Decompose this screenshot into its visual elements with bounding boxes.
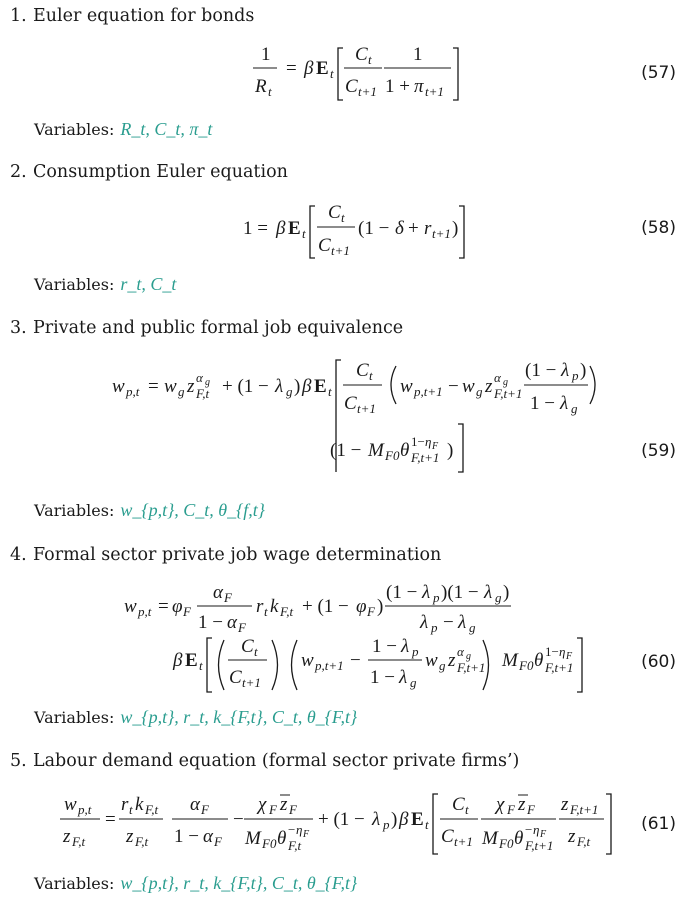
svg-text:C: C: [328, 202, 341, 223]
svg-text:λ: λ: [458, 612, 467, 633]
svg-text:z: z: [280, 794, 288, 815]
equation-59: [0, 352, 688, 482]
svg-text:z: z: [518, 794, 526, 815]
svg-text:θ: θ: [277, 828, 287, 849]
svg-text:β: β: [304, 58, 314, 79]
svg-text:k: k: [270, 596, 279, 617]
svg-text:F,t: F,t: [145, 802, 159, 817]
svg-text:η: η: [425, 434, 432, 449]
svg-text:g: g: [205, 377, 210, 388]
svg-text:η: η: [296, 822, 303, 837]
svg-text:F,t: F,t: [577, 834, 591, 849]
svg-text:λ: λ: [401, 636, 410, 657]
svg-text:t: t: [268, 84, 272, 99]
svg-text:η: η: [533, 822, 540, 837]
svg-text:−: −: [288, 822, 296, 837]
svg-text:C: C: [241, 636, 254, 657]
svg-text:1 −: 1 −: [370, 667, 395, 688]
svg-text:C: C: [452, 794, 465, 815]
svg-text:=: =: [105, 809, 116, 830]
svg-text:t: t: [254, 644, 258, 659]
svg-text:χ: χ: [258, 794, 267, 815]
svg-text:F,t+1: F,t+1: [545, 660, 574, 675]
svg-text:M: M: [368, 440, 384, 461]
svg-text:g: g: [469, 620, 476, 635]
svg-text:φ: φ: [172, 596, 183, 617]
svg-text:E: E: [411, 809, 424, 830]
svg-text:1: 1: [413, 44, 423, 65]
svg-text:F: F: [269, 802, 277, 817]
svg-text:λ: λ: [372, 809, 381, 830]
svg-text:g: g: [439, 658, 446, 673]
svg-text:λ: λ: [275, 376, 284, 397]
svg-text:1: 1: [261, 44, 271, 65]
svg-text:F,t: F,t: [280, 604, 294, 619]
svg-text:−: −: [443, 612, 454, 633]
svg-text:t+1: t+1: [454, 834, 473, 849]
svg-text:1 −: 1 −: [372, 636, 397, 657]
section-4-title: 4. Formal sector private job wage determination: [10, 545, 442, 565]
svg-text:1−: 1−: [411, 434, 425, 449]
svg-text:): ): [503, 582, 510, 603]
equation-58: [0, 196, 688, 266]
svg-text:+: +: [408, 218, 419, 239]
svg-text:C: C: [345, 76, 358, 97]
svg-text:η: η: [559, 644, 566, 659]
svg-text:): ): [580, 360, 587, 381]
svg-text:C: C: [355, 44, 368, 65]
svg-text:z: z: [187, 376, 195, 397]
svg-text:−: −: [525, 822, 533, 837]
svg-text:g: g: [503, 377, 508, 388]
svg-text:): ): [294, 376, 301, 397]
svg-text:=: =: [148, 376, 159, 397]
svg-text:t: t: [465, 802, 469, 817]
svg-text:w: w: [112, 376, 125, 397]
svg-text:z: z: [568, 826, 576, 847]
svg-text:w: w: [462, 376, 475, 397]
svg-text:=: =: [286, 58, 297, 79]
svg-text:p,t+1: p,t+1: [315, 658, 344, 673]
section-5-title: 5. Labour demand equation (formal sector private firms’): [10, 751, 520, 771]
svg-text:1 −: 1 −: [530, 393, 555, 414]
section-2-title: 2. Consumption Euler equation: [10, 162, 288, 182]
svg-text:1−: 1−: [545, 644, 559, 659]
svg-text:F: F: [201, 802, 209, 817]
svg-text:−: −: [233, 809, 244, 830]
section-3-variables: Variables: w_{p,t}, C_t, θ_{f,t}: [34, 500, 266, 520]
svg-text:(1 −: (1 −: [525, 360, 557, 381]
svg-text:F: F: [527, 802, 535, 817]
svg-text:t+1: t+1: [242, 675, 261, 690]
svg-text:(1 −: (1 −: [386, 582, 418, 603]
svg-text:): ): [447, 440, 454, 461]
svg-text:t: t: [264, 604, 268, 619]
svg-text:E: E: [288, 218, 301, 239]
svg-text:p: p: [433, 590, 440, 605]
svg-text:+ (1 −: + (1 −: [302, 596, 349, 617]
svg-text:π: π: [414, 76, 424, 97]
svg-text:(1 −: (1 −: [358, 218, 390, 239]
svg-text:t+1: t+1: [425, 84, 444, 99]
svg-text:β: β: [399, 809, 409, 830]
svg-text:p: p: [412, 644, 419, 659]
svg-text:φ: φ: [356, 596, 367, 617]
equation-61-number: (61): [641, 814, 676, 834]
svg-text:α: α: [190, 794, 200, 815]
svg-text:θ: θ: [400, 440, 410, 461]
svg-text:F: F: [224, 590, 232, 605]
svg-text:−: −: [350, 650, 361, 671]
svg-text:α: α: [213, 582, 223, 603]
svg-text:z: z: [561, 794, 569, 815]
svg-text:w: w: [124, 596, 137, 617]
svg-text:z: z: [448, 650, 456, 671]
svg-text:C: C: [318, 235, 331, 256]
equation-57-number: (57): [641, 63, 676, 83]
svg-text:t: t: [368, 52, 372, 67]
svg-text:t: t: [341, 210, 345, 225]
section-2-variables: Variables: r_t, C_t: [34, 274, 177, 294]
equation-60-number: (60): [641, 652, 676, 672]
equation-61: [0, 788, 688, 860]
svg-text:1 −: 1 −: [174, 826, 199, 847]
svg-text:C: C: [441, 826, 454, 847]
svg-text:t: t: [302, 226, 306, 241]
svg-text:F,t: F,t: [288, 838, 302, 853]
equation-58-number: (58): [641, 218, 676, 238]
svg-text:M: M: [502, 650, 518, 671]
section-5-variables: Variables: w_{p,t}, r_t, k_{F,t}, C_t, θ_{F,t}: [34, 873, 358, 893]
svg-text:p,t+1: p,t+1: [414, 384, 443, 399]
svg-text:λ: λ: [399, 667, 408, 688]
svg-text:θ: θ: [534, 650, 544, 671]
svg-text:g: g: [286, 384, 293, 399]
svg-text:z: z: [485, 376, 493, 397]
svg-text:t: t: [330, 66, 334, 81]
svg-text:): ): [452, 218, 459, 239]
svg-text:k: k: [135, 794, 144, 815]
svg-text:+ (1 −: + (1 −: [222, 376, 269, 397]
svg-text:p,t: p,t: [126, 384, 140, 399]
svg-text:β: β: [276, 218, 286, 239]
svg-text:F,t+1: F,t+1: [494, 386, 523, 401]
svg-text:w: w: [64, 794, 77, 815]
svg-text:1 +: 1 +: [385, 76, 410, 97]
svg-text:F,t: F,t: [196, 386, 210, 401]
svg-text:θ: θ: [514, 828, 524, 849]
section-1-variables: Variables: R_t, C_t, π_t: [34, 119, 213, 139]
svg-text:E: E: [316, 58, 329, 79]
svg-text:F,t+1: F,t+1: [525, 838, 554, 853]
svg-text:=: =: [158, 596, 169, 617]
svg-text:R: R: [255, 76, 267, 97]
svg-text:p,t: p,t: [78, 802, 92, 817]
svg-text:F: F: [289, 802, 297, 817]
svg-text:t: t: [199, 658, 203, 673]
svg-text:β: β: [173, 650, 183, 671]
svg-text:z: z: [126, 826, 134, 847]
svg-text:+ (1 −: + (1 −: [318, 809, 365, 830]
svg-text:F: F: [367, 604, 375, 619]
svg-text:α: α: [203, 826, 213, 847]
svg-text:F: F: [303, 829, 310, 840]
svg-text:F,t+1: F,t+1: [457, 660, 486, 675]
svg-text:F: F: [432, 441, 439, 452]
svg-text:z: z: [63, 826, 71, 847]
svg-text:C: C: [356, 360, 369, 381]
svg-text:χ: χ: [496, 794, 505, 815]
svg-text:t: t: [129, 802, 133, 817]
svg-text:g: g: [178, 384, 185, 399]
svg-text:λ: λ: [422, 582, 431, 603]
svg-text:g: g: [495, 590, 502, 605]
svg-text:F0: F0: [385, 448, 400, 463]
svg-text:λ: λ: [560, 393, 569, 414]
svg-text:F: F: [214, 834, 222, 849]
svg-text:r: r: [121, 794, 129, 815]
svg-text:F,t+1: F,t+1: [411, 450, 440, 465]
svg-text:w: w: [400, 376, 413, 397]
svg-text:): ): [391, 809, 398, 830]
svg-text:): ): [377, 596, 384, 617]
svg-text:M: M: [482, 828, 498, 849]
section-1-title: 1. Euler equation for bonds: [10, 6, 255, 26]
svg-text:r: r: [256, 596, 264, 617]
svg-text:α: α: [457, 644, 464, 659]
svg-text:)(1 −: )(1 −: [441, 582, 479, 603]
svg-text:F,t: F,t: [72, 834, 86, 849]
equation-60: [0, 580, 688, 700]
svg-text:t+1: t+1: [331, 243, 350, 258]
svg-text:E: E: [314, 376, 327, 397]
svg-text:α: α: [494, 370, 501, 385]
svg-text:F0: F0: [519, 658, 534, 673]
svg-text:g: g: [571, 401, 578, 416]
svg-text:t+1: t+1: [357, 401, 376, 416]
svg-text:C: C: [229, 667, 242, 688]
svg-text:F: F: [540, 829, 547, 840]
svg-text:C: C: [344, 393, 357, 414]
svg-text:g: g: [466, 651, 471, 662]
svg-text:λ: λ: [561, 360, 570, 381]
svg-text:E: E: [185, 650, 198, 671]
svg-text:p: p: [572, 368, 579, 383]
svg-text:1 −: 1 −: [198, 612, 223, 633]
svg-text:(1 −: (1 −: [330, 440, 362, 461]
svg-text:λ: λ: [420, 612, 429, 633]
svg-text:F,t: F,t: [135, 834, 149, 849]
svg-text:F: F: [566, 651, 573, 662]
svg-text:M: M: [245, 828, 261, 849]
section-4-variables: Variables: w_{p,t}, r_t, k_{F,t}, C_t, θ_{F,t}: [34, 707, 358, 727]
svg-text:w: w: [425, 650, 438, 671]
svg-text:F: F: [238, 620, 246, 635]
svg-text:r: r: [424, 218, 432, 239]
svg-text:g: g: [410, 675, 417, 690]
equation-57: [0, 40, 688, 110]
svg-text:F: F: [183, 604, 191, 619]
equation-59-number: (59): [641, 441, 676, 461]
svg-text:F0: F0: [499, 836, 514, 851]
section-3-title: 3. Private and public formal job equivalence: [10, 318, 404, 338]
svg-text:t: t: [328, 384, 332, 399]
svg-text:α: α: [196, 370, 203, 385]
svg-text:α: α: [227, 612, 237, 633]
svg-text:t+1: t+1: [358, 84, 377, 99]
svg-text:δ: δ: [395, 218, 404, 239]
svg-text:β: β: [302, 376, 312, 397]
svg-text:−: −: [448, 376, 459, 397]
svg-text:w: w: [301, 650, 314, 671]
svg-text:g: g: [476, 384, 483, 399]
svg-text:t: t: [425, 817, 429, 832]
svg-text:t: t: [369, 368, 373, 383]
svg-text:p: p: [383, 817, 390, 832]
svg-text:t+1: t+1: [432, 226, 451, 241]
svg-text:F0: F0: [262, 836, 277, 851]
svg-text:λ: λ: [484, 582, 493, 603]
svg-text:w: w: [164, 376, 177, 397]
svg-text:F,t+1: F,t+1: [570, 802, 599, 817]
svg-text:p,t: p,t: [138, 604, 152, 619]
svg-text:F: F: [507, 802, 515, 817]
svg-text:1 =: 1 =: [243, 218, 268, 239]
svg-text:p: p: [431, 620, 438, 635]
